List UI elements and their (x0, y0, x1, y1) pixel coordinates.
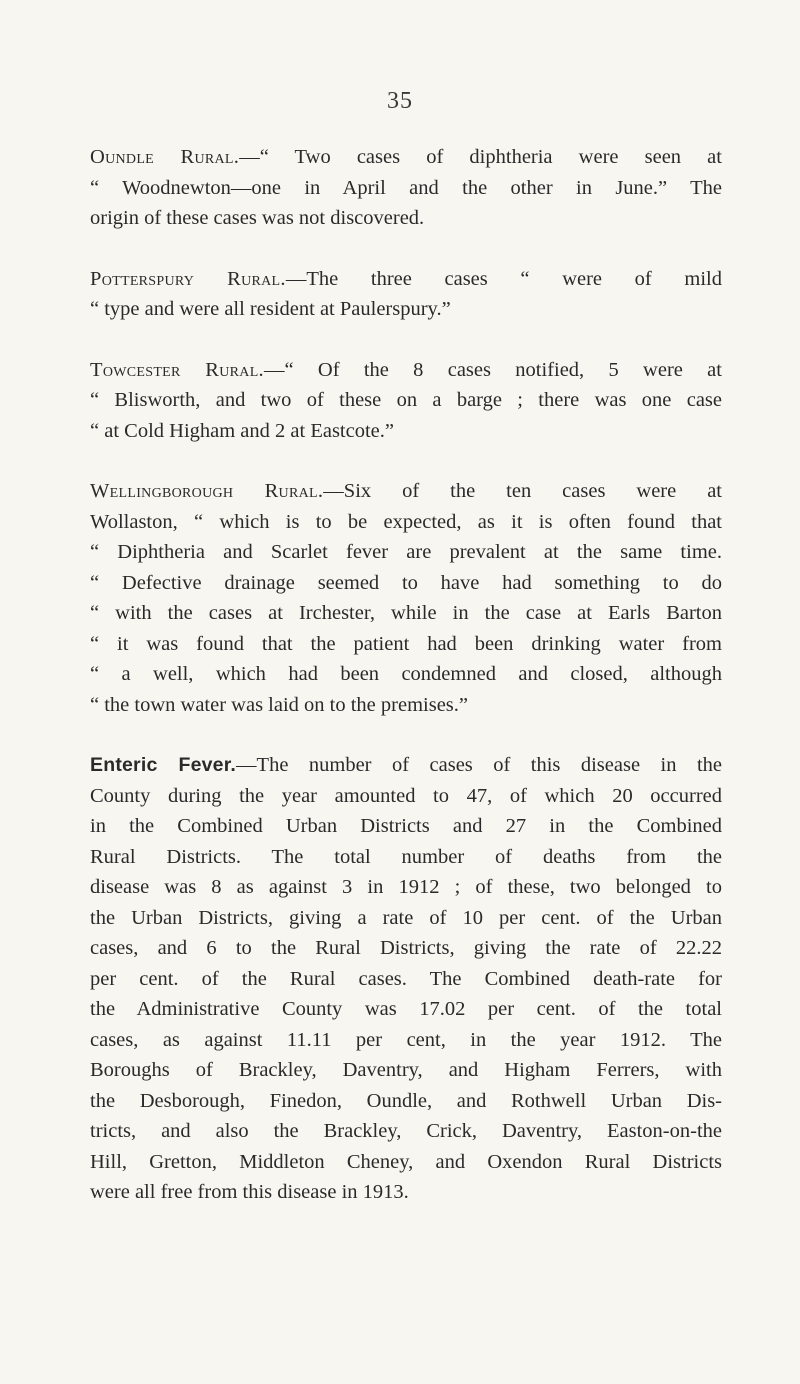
paragraph-line: Potterspury Rural.—The three cases “ were of mild (90, 267, 723, 290)
paragraph-line: in the Combined Urban Districts and 27 in the Combined (90, 815, 722, 837)
paragraph-line: “ type and were all resident at Paulerspury.” (90, 298, 451, 320)
paragraph-line: Wollaston, “ which is to be expected, as it is often found that (90, 510, 722, 533)
paragraph-line: Hill, Gretton, Middleton Cheney, and Oxendon Rural Districts (90, 1150, 722, 1173)
paragraph-line: the Urban Districts, giving a rate of 10 per cent. of the Urban (90, 906, 722, 929)
paragraph-line: “ Defective drainage seemed to have had something to do (90, 571, 722, 594)
paragraph-line: “ a well, which had been condemned and closed, although (90, 663, 722, 685)
paragraph-line: Wellingborough Rural.—Six of the ten cases were at (90, 480, 722, 502)
paragraph-line: the Administrative County was 17.02 per cent. of the total (90, 998, 722, 1020)
paragraph-line: “ at Cold Higham and 2 at Eastcote.” (90, 419, 394, 442)
paragraph-line: “ Woodnewton—one in April and the other in June.” The (90, 176, 722, 199)
paragraph-heading: Towcester Rural. (90, 358, 264, 381)
paragraph-line: “ it was found that the patient had been drinking water from (90, 632, 722, 655)
paragraph-line: “ with the cases at Irchester, while in the case at Earls Barton (90, 602, 722, 624)
paragraph-line: Enteric Fever.—The number of cases of this disease in the (90, 754, 722, 776)
paragraph-line: the Desborough, Finedon, Oundle, and Rothwell Urban Dis- (90, 1089, 722, 1112)
paragraph-line: tricts, and also the Brackley, Crick, Daventry, Easton-on-the (90, 1120, 722, 1142)
paragraph-line: cases, and 6 to the Rural Districts, giving the rate of 22.22 (90, 937, 722, 959)
paragraph-oundle-rural (90, 142, 722, 234)
paragraph-line: County during the year amounted to 47, of which 20 occurred (90, 784, 722, 807)
paragraph-enteric-fever (90, 750, 722, 1208)
paragraph-heading: Potterspury Rural. (90, 267, 286, 290)
paragraph-line: Oundle Rural.—“ Two cases of diphtheria were seen at (90, 146, 722, 168)
paragraph-line: cases, as against 11.11 per cent, in the year 1912. The (90, 1028, 722, 1051)
paragraph-line: “ Diphtheria and Scarlet fever are prevalent at the same time. (90, 541, 722, 563)
paragraph-potterspury-rural (90, 264, 722, 325)
paragraph-towcester-rural (90, 355, 722, 447)
paragraph-line: Boroughs of Brackley, Daventry, and Higham Ferrers, with (90, 1059, 722, 1081)
paragraph-line: “ Blisworth, and two of these on a barge ; there was one case (90, 389, 722, 411)
paragraph-line: were all free from this disease in 1913. (90, 1181, 409, 1203)
paragraph-heading: Enteric Fever. (90, 754, 237, 776)
paragraph-line: “ the town water was laid on to the premises.” (90, 693, 468, 716)
paragraph-heading: Oundle Rural. (90, 146, 240, 168)
paragraph-wellingborough-rural (90, 476, 722, 720)
paragraph-line: Towcester Rural.—“ Of the 8 cases notified, 5 were at (90, 358, 722, 381)
paragraph-line: disease was 8 as against 3 in 1912 ; of these, two belonged to (90, 876, 722, 898)
paragraph-line: origin of these cases was not discovered. (90, 207, 425, 229)
paragraph-line: Rural Districts. The total number of deaths from the (90, 845, 722, 868)
paragraph-line: per cent. of the Rural cases. The Combined death-rate for (90, 967, 722, 990)
body-text (90, 142, 722, 1238)
page-number: 35 (387, 88, 413, 114)
paragraph-heading: Wellingborough Rural. (90, 480, 324, 502)
